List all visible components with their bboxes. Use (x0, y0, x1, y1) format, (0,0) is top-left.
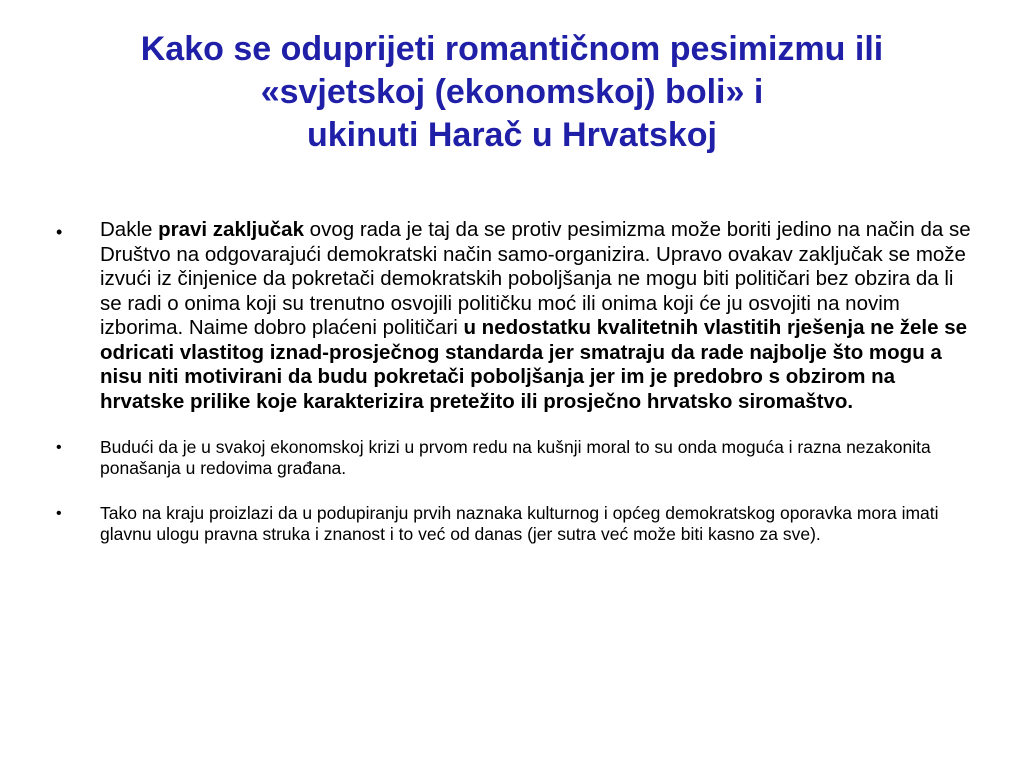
bullet-item-moral (56, 437, 972, 478)
bullet-bold-text: u nedostatku kvalitetnih vlastitih rješenja ne žele se odricati vlastitog iznad-prosječnog standarda jer smatraju da rade najbolje što mogu a nisu niti motivirani da budu pokretači poboljšanja jer im je predobro s obzirom na hrvatske prilike koje karakterizira pretežito ili prosječno hrvatsko siromaštvo. (100, 316, 968, 413)
slide-title (40, 28, 984, 157)
bullet-marker: • (56, 505, 62, 522)
bullet-text: Dakle (100, 218, 159, 241)
title-line-1: Kako se oduprijeti romantičnom pesimizmu ili (140, 30, 884, 68)
bullet-text: Tako na kraju proizlazi da u podupiranju prvih naznaka kulturnog i općeg demokratskog oporavka mora imati glavnu ulogu pravna struka i znanost i to već od danas (jer sutra već može biti kasno za sve). (100, 503, 939, 544)
bullet-marker: • (56, 439, 62, 456)
bullet-text: Budući da je u svakoj ekonomskoj krizi u prvom redu na kušnji moral to su onda moguća i razna nezakonita ponašanja u redovima građana. (100, 437, 931, 478)
bullet-marker: • (56, 222, 63, 242)
title-line-3: ukinuti Harač u Hrvatskoj (306, 116, 717, 154)
bullet-item-legal-profession (56, 503, 972, 544)
bullet-item-conclusion (56, 218, 972, 414)
bullet-bold-text: pravi zaključak (158, 218, 304, 241)
title-line-2: «svjetskoj (ekonomskoj) boli» i (260, 73, 764, 111)
bullet-list (56, 218, 972, 544)
bullet-text: ovog rada je taj da se protiv pesimizma može boriti jedino na način da se Društvo na odgovarajući demokratski način samo-organizira. Upravo ovakav zaključak se može izvući iz činjenice da pokretači demokratskih poboljšanja ne mogu biti političari bez obzira da li se radi o onima koji su trenutno osvojili političku moć ili onima koji će ju osvojiti na novim izborima. Naime dobro plaćeni političari (100, 218, 971, 339)
